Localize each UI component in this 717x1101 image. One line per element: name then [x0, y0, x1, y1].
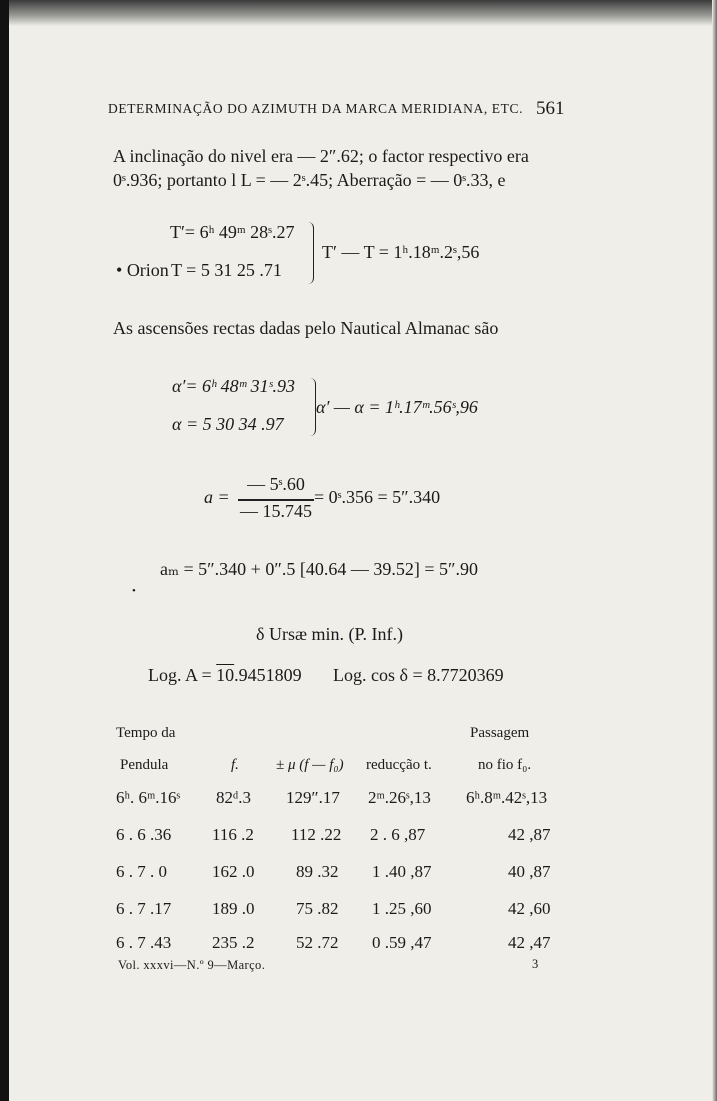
cell-f: 235 .2 [212, 933, 255, 952]
cell-tempo: 6 . 7 .17 [116, 899, 172, 918]
cell-passagem: 6ʰ.8ᵐ.42ˢ,13 [466, 788, 548, 807]
orion-t-prime: T′= 6ʰ 49ᵐ 28ˢ.27 [170, 222, 295, 242]
running-title: DETERMINAÇÃO DO AZIMUTH DA MARCA MERIDIANA, ETC. [108, 101, 524, 116]
cell-tempo: 6 . 7 . 0 [116, 862, 167, 881]
log-a-mantissa: .9451809 [234, 665, 302, 685]
formula-a-denominator: — 15.745 [240, 501, 312, 521]
log-a-characteristic: 10 [216, 665, 235, 685]
cell-mu: 89 .32 [296, 862, 339, 881]
cell-passagem: 42 ,60 [508, 899, 551, 918]
table-head-reduccao: reducção t. [366, 757, 432, 773]
cell-f: 116 .2 [212, 825, 254, 844]
cell-f: 82ᵈ.3 [216, 788, 252, 807]
orion-label: • Orion [116, 260, 169, 280]
ascension-brace [306, 378, 316, 436]
scan-top-edge [0, 0, 717, 26]
ascension-alpha-prime: α′= 6ʰ 48ᵐ 31ˢ.93 [172, 376, 295, 396]
cell-passagem: 42 ,47 [508, 933, 551, 952]
footer-signature: 3 [532, 957, 539, 971]
cell-tempo: 6 . 7 .43 [116, 933, 172, 952]
log-a [148, 665, 302, 686]
stray-dot: • [132, 585, 136, 597]
star-title: δ Ursæ min. (P. Inf.) [256, 624, 403, 644]
table-head-no-fio: no fio f₀. [478, 757, 532, 773]
cell-f: 189 .0 [212, 899, 255, 918]
cell-passagem: 40 ,87 [508, 862, 551, 881]
orion-t: T = 5 31 25 .71 [171, 260, 282, 280]
cell-reduccao: 2 . 6 ,87 [370, 825, 426, 844]
cell-mu: 75 .82 [296, 899, 339, 918]
intro-line-1: A inclinação do nivel era — 2″.62; o factor respectivo era [113, 146, 529, 166]
table-head-f: f. [231, 757, 239, 773]
orion-difference: T′ — T = 1ʰ.18ᵐ.2ˢ,56 [322, 242, 480, 262]
table-head-mu: ± μ (f — f₀) [276, 757, 344, 773]
ascension-intro: As ascensões rectas dadas pelo Nautical Almanac são [113, 318, 499, 338]
cell-reduccao: 1 .40 ,87 [372, 862, 432, 881]
ascension-alpha: α = 5 30 34 .97 [172, 414, 284, 434]
scan-left-edge [0, 0, 9, 1101]
table-head-pendula: Pendula [120, 757, 169, 773]
cell-reduccao: 0 .59 ,47 [372, 933, 432, 952]
cell-f: 162 .0 [212, 862, 255, 881]
cell-reduccao: 2ᵐ.26ˢ,13 [368, 788, 431, 807]
table-head-tempo: Tempo da [116, 725, 176, 741]
cell-mu: 112 .22 [291, 825, 342, 844]
cell-tempo: 6 . 6 .36 [116, 825, 172, 844]
footer-volume: Vol. xxxvi—N.º 9—Março. [118, 958, 266, 972]
log-a-label: Log. A = [148, 665, 212, 685]
page-number: 561 [536, 98, 565, 119]
orion-brace [304, 222, 314, 284]
formula-a-lhs: a = [204, 487, 230, 507]
cell-mu: 52 .72 [296, 933, 339, 952]
cell-mu: 129″.17 [286, 788, 340, 807]
formula-a-numerator: — 5ˢ.60 [247, 474, 305, 494]
cell-passagem: 42 ,87 [508, 825, 551, 844]
intro-line-2: 0ˢ.936; portanto l L = — 2ˢ.45; Aberração = — 0ˢ.33, e [113, 170, 506, 190]
formula-am: aₘ = 5″.340 + 0″.5 [40.64 — 39.52] = 5″.90 [160, 559, 478, 579]
cell-reduccao: 1 .25 ,60 [372, 899, 432, 918]
ascension-difference: α′ — α = 1ʰ.17ᵐ.56ˢ,96 [316, 397, 478, 417]
formula-a-rhs: = 0ˢ.356 = 5″.340 [314, 487, 441, 507]
table-head-passagem: Passagem [470, 725, 530, 741]
log-cos: Log. cos δ = 8.7720369 [333, 665, 504, 685]
orion-label-text: Orion [126, 260, 169, 280]
cell-tempo: 6ʰ. 6ᵐ.16ˢ [116, 788, 181, 807]
scan-right-edge [712, 0, 717, 1101]
